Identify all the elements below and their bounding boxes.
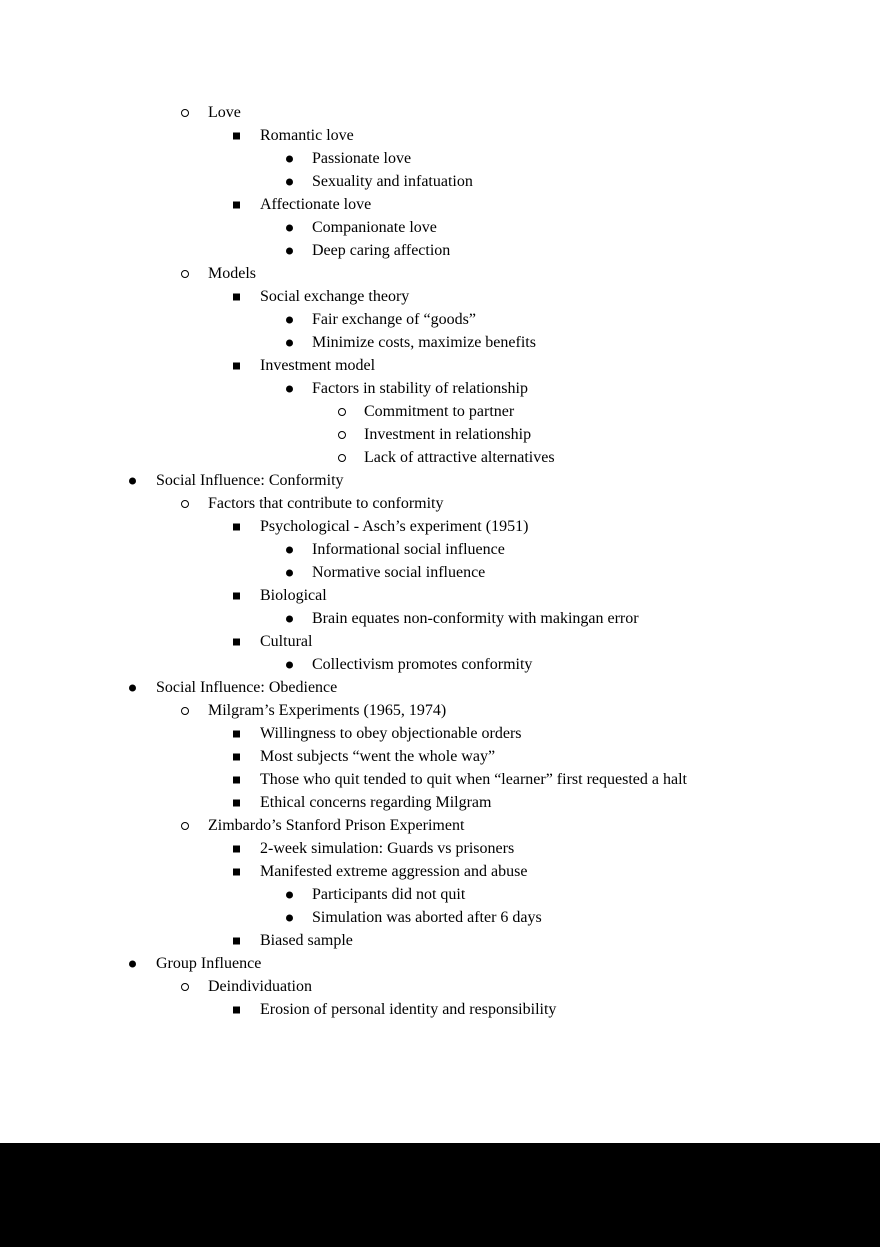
disc-bullet-icon	[286, 385, 293, 392]
outline-item-label: Collectivism promotes conformity	[312, 656, 533, 673]
outline-item-label: Biological	[260, 587, 327, 604]
outline-item-label: Deep caring affection	[312, 242, 451, 259]
square-bullet-icon	[233, 132, 240, 139]
disc-bullet-icon	[286, 316, 293, 323]
outline-item-label: Affectionate love	[260, 196, 372, 213]
outline-item-label: Sexuality and infatuation	[312, 173, 473, 190]
square-bullet-icon	[233, 868, 240, 875]
outline-item	[0, 331, 880, 354]
disc-bullet-icon	[286, 224, 293, 231]
outline-item-label: Participants did not quit	[312, 886, 466, 903]
outline-item	[0, 860, 880, 883]
circle-bullet-icon	[338, 408, 346, 416]
outline-item	[0, 837, 880, 860]
outline-item-label: Love	[208, 104, 241, 121]
disc-bullet-icon	[286, 155, 293, 162]
outline-item	[0, 538, 880, 561]
outline-item	[0, 768, 880, 791]
outline-item-label: Minimize costs, maximize benefits	[312, 334, 536, 351]
square-bullet-icon	[233, 293, 240, 300]
outline-item	[0, 377, 880, 400]
outline-item	[0, 883, 880, 906]
outline-item	[0, 124, 880, 147]
outline-item	[0, 354, 880, 377]
outline-item	[0, 216, 880, 239]
outline-item	[0, 170, 880, 193]
disc-bullet-icon	[286, 661, 293, 668]
outline-item-label: Biased sample	[260, 932, 353, 949]
outline-item	[0, 239, 880, 262]
outline-item-label: Informational social influence	[312, 541, 505, 558]
outline-item-label: Milgram’s Experiments (1965, 1974)	[208, 702, 447, 719]
outline-item	[0, 193, 880, 216]
outline-item-label: Models	[208, 265, 256, 282]
outline-item-label: 2-week simulation: Guards vs prisoners	[260, 840, 515, 857]
outline-item	[0, 630, 880, 653]
outline-item	[0, 262, 880, 285]
outline-item	[0, 814, 880, 837]
outline-item	[0, 745, 880, 768]
outline-item	[0, 469, 880, 492]
outline-item-label: Psychological - Asch’s experiment (1951)	[260, 518, 529, 535]
circle-bullet-icon	[181, 707, 189, 715]
outline-item	[0, 975, 880, 998]
bottom-black-bar	[0, 1143, 880, 1247]
outline-item-label: Normative social influence	[312, 564, 486, 581]
disc-bullet-icon	[286, 615, 293, 622]
outline-item	[0, 515, 880, 538]
square-bullet-icon	[233, 201, 240, 208]
disc-bullet-icon	[286, 569, 293, 576]
outline-item	[0, 791, 880, 814]
outline-item	[0, 561, 880, 584]
disc-bullet-icon	[286, 546, 293, 553]
circle-bullet-icon	[181, 109, 189, 117]
outline-item-label: Social exchange theory	[260, 288, 410, 305]
outline-item-label: Factors that contribute to conformity	[208, 495, 444, 512]
outline-item-label: Investment model	[260, 357, 376, 374]
outline-item	[0, 400, 880, 423]
circle-bullet-icon	[181, 822, 189, 830]
circle-bullet-icon	[181, 270, 189, 278]
outline-item-label: Zimbardo’s Stanford Prison Experiment	[208, 817, 465, 834]
outline-item	[0, 653, 880, 676]
square-bullet-icon	[233, 753, 240, 760]
disc-bullet-icon	[286, 247, 293, 254]
outline-item-label: Social Influence: Obedience	[156, 679, 338, 696]
circle-bullet-icon	[181, 983, 189, 991]
outline-item	[0, 929, 880, 952]
outline-item	[0, 446, 880, 469]
outline-item	[0, 699, 880, 722]
circle-bullet-icon	[338, 454, 346, 462]
outline-item	[0, 722, 880, 745]
outline-item-label: Simulation was aborted after 6 days	[312, 909, 542, 926]
outline-item-label: Lack of attractive alternatives	[364, 449, 555, 466]
circle-bullet-icon	[338, 431, 346, 439]
square-bullet-icon	[233, 937, 240, 944]
square-bullet-icon	[233, 1006, 240, 1013]
outline-item-label: Those who quit tended to quit when “learner” first requested a halt	[260, 771, 687, 788]
disc-bullet-icon	[286, 914, 293, 921]
outline-item-label: Group Influence	[156, 955, 262, 972]
outline-item	[0, 998, 880, 1021]
square-bullet-icon	[233, 592, 240, 599]
square-bullet-icon	[233, 730, 240, 737]
disc-bullet-icon	[286, 339, 293, 346]
outline-item-label: Passionate love	[312, 150, 412, 167]
square-bullet-icon	[233, 523, 240, 530]
outline-item-label: Deindividuation	[208, 978, 312, 995]
outline-item	[0, 308, 880, 331]
outline-item-label: Willingness to obey objectionable orders	[260, 725, 522, 742]
outline-item-label: Cultural	[260, 633, 313, 650]
outline-item-label: Romantic love	[260, 127, 354, 144]
disc-bullet-icon	[129, 477, 136, 484]
disc-bullet-icon	[286, 178, 293, 185]
square-bullet-icon	[233, 776, 240, 783]
outline-item-label: Brain equates non-conformity with makingan error	[312, 610, 639, 627]
outline-item-label: Manifested extreme aggression and abuse	[260, 863, 528, 880]
disc-bullet-icon	[129, 684, 136, 691]
square-bullet-icon	[233, 845, 240, 852]
outline-item-label: Commitment to partner	[364, 403, 515, 420]
outline-item-label: Most subjects “went the whole way”	[260, 748, 496, 765]
disc-bullet-icon	[286, 891, 293, 898]
square-bullet-icon	[233, 799, 240, 806]
outline-item	[0, 952, 880, 975]
outline-item	[0, 147, 880, 170]
outline-item-label: Erosion of personal identity and responsibility	[260, 1001, 557, 1018]
outline-item	[0, 906, 880, 929]
circle-bullet-icon	[181, 500, 189, 508]
disc-bullet-icon	[129, 960, 136, 967]
square-bullet-icon	[233, 638, 240, 645]
outline-item	[0, 584, 880, 607]
outline-item	[0, 676, 880, 699]
outline-item	[0, 101, 880, 124]
outline-item	[0, 285, 880, 308]
outline-item-label: Social Influence: Conformity	[156, 472, 344, 489]
outline-item	[0, 423, 880, 446]
outline-item-label: Fair exchange of “goods”	[312, 311, 476, 328]
outline-item-label: Factors in stability of relationship	[312, 380, 528, 397]
outline-item	[0, 607, 880, 630]
outline-item-label: Investment in relationship	[364, 426, 532, 443]
outline-item-label: Ethical concerns regarding Milgram	[260, 794, 492, 811]
outline-item-label: Companionate love	[312, 219, 437, 236]
square-bullet-icon	[233, 362, 240, 369]
outline-item	[0, 492, 880, 515]
